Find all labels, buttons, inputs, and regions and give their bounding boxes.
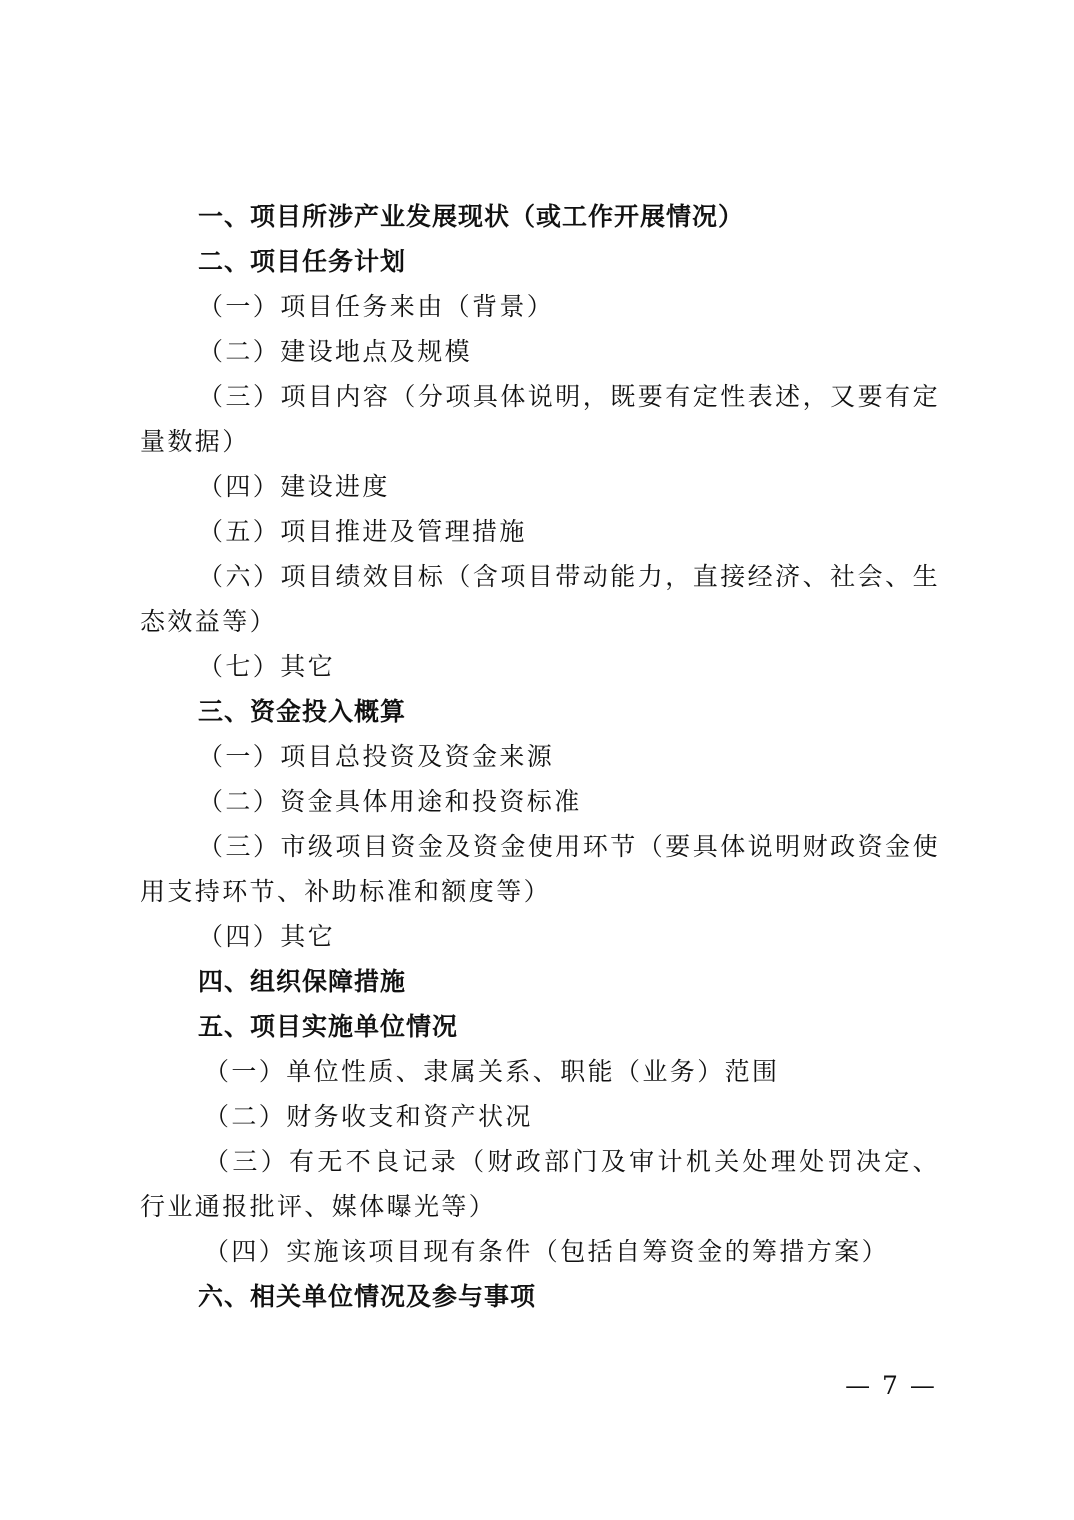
subsection-5-2: （二）财务收支和资产状况 xyxy=(204,1102,533,1131)
subsection-2-3: （三）项目内容（分项具体说明，既要有定性表述，又要有定量数据） xyxy=(140,382,940,456)
subsection-3-2: （二）资金具体用途和投资标准 xyxy=(198,787,582,816)
subsection-2-4: （四）建设进度 xyxy=(198,472,390,501)
section-heading-2: 二、项目任务计划 xyxy=(198,247,407,276)
subsection-2-2: （二）建设地点及规模 xyxy=(198,337,473,366)
page-number: — 7 — xyxy=(845,1371,937,1400)
subsection-3-1: （一）项目总投资及资金来源 xyxy=(198,742,555,771)
subsection-3-3: （三）市级项目资金及资金使用环节（要具体说明财政资金使用支持环节、补助标准和额度等） xyxy=(140,832,940,906)
subsection-2-1: （一）项目任务来由（背景） xyxy=(198,292,555,321)
subsection-2-6: （六）项目绩效目标（含项目带动能力，直接经济、社会、生态效益等） xyxy=(140,562,940,636)
subsection-5-1: （一）单位性质、隶属关系、职能（业务）范围 xyxy=(204,1057,780,1086)
section-heading-3: 三、资金投入概算 xyxy=(198,697,407,726)
subsection-2-7: （七）其它 xyxy=(198,652,336,681)
subsection-5-3: （三）有无不良记录（财政部门及审计机关处理处罚决定、行业通报批评、媒体曝光等） xyxy=(140,1147,940,1221)
section-heading-5: 五、项目实施单位情况 xyxy=(198,1012,459,1041)
section-heading-6: 六、相关单位情况及参与事项 xyxy=(198,1282,537,1311)
section-heading-1: 一、项目所涉产业发展现状（或工作开展情况） xyxy=(198,202,745,231)
subsection-3-4: （四）其它 xyxy=(198,922,336,951)
section-heading-4: 四、组织保障措施 xyxy=(198,967,407,996)
subsection-5-4: （四）实施该项目现有条件（包括自筹资金的筹措方案） xyxy=(204,1237,890,1266)
project-outline xyxy=(140,194,940,1319)
subsection-2-5: （五）项目推进及管理措施 xyxy=(198,517,527,546)
